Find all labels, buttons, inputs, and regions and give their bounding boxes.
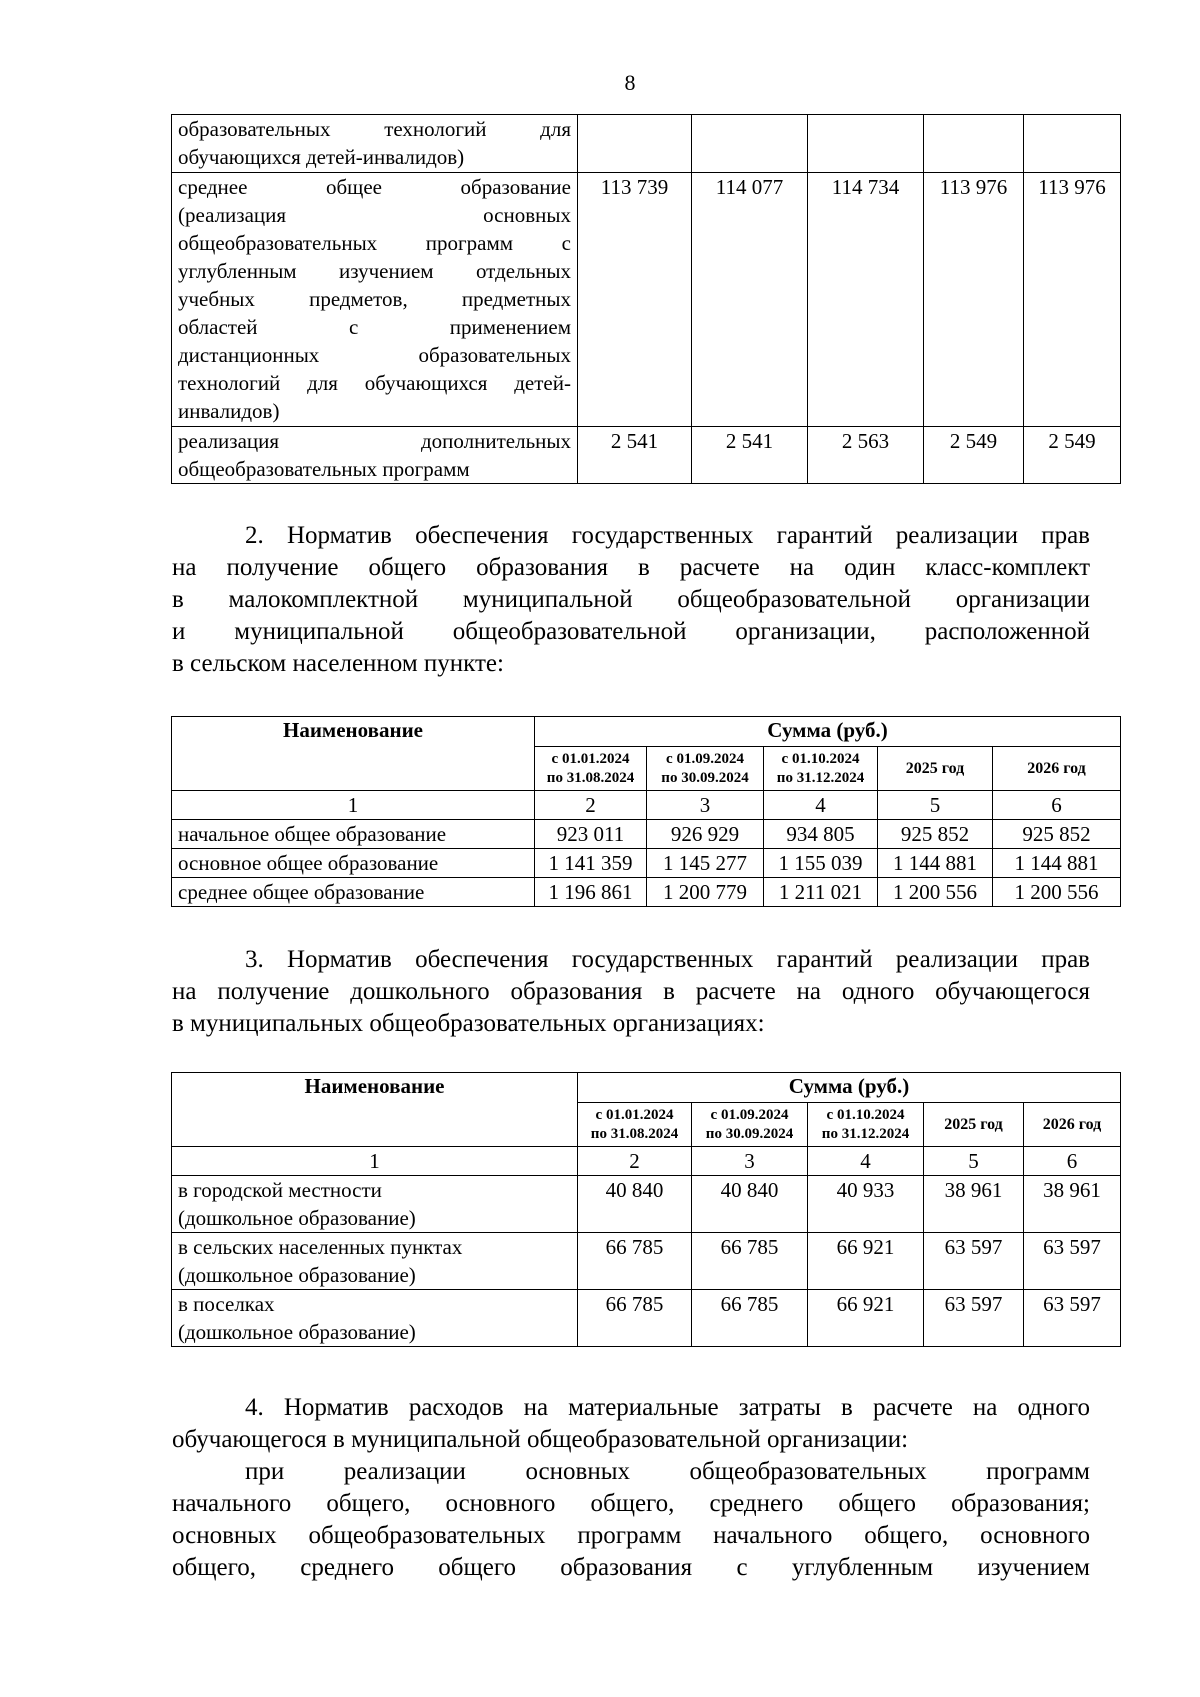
paragraph-4: 4. Норматив расходов на материальные затраты в расчете на одного обучающегося в муниципальной общеобразовательной организации: при реализации основных общеобразовательных программ начального общего, основного общего, среднего общего образования; основных общеобразовательных программ начального общего, основного общего, среднего общего образования с углубленным изучением — [172, 1394, 1090, 1581]
period-header: с 01.09.2024 по 30.09.2024 — [647, 747, 764, 791]
row-name-cell: среднее общее образование (реализация основных общеобразовательных программ с углубленным изучением отдельных учебных предметов, предметных областей с применением дистанционных образовательных технологий для обучающихся детей- инвалидов) — [172, 173, 578, 427]
table-header-row — [172, 1073, 1121, 1103]
table-preschool-norms — [171, 1072, 1121, 1347]
table-continuation — [171, 114, 1121, 484]
period-header: с 01.01.2024 по 31.08.2024 — [578, 1103, 692, 1147]
header-name: Наименование — [172, 717, 535, 791]
table-row: в поселках (дошкольное образование) 66 785 66 785 66 921 63 597 63 597 — [172, 1290, 1121, 1347]
header-sum: Сумма (руб.) — [578, 1073, 1121, 1103]
table-header-row — [172, 717, 1121, 747]
row-name-cell: реализация дополнительных общеобразовательных программ — [172, 427, 578, 484]
period-header: с 01.01.2024 по 31.08.2024 — [535, 747, 647, 791]
period-header: с 01.10.2024 по 31.12.2024 — [808, 1103, 924, 1147]
header-sum: Сумма (руб.) — [535, 717, 1121, 747]
period-header: 2025 год — [924, 1103, 1024, 1147]
paragraph-2: 2. Норматив обеспечения государственных гарантий реализации прав на получение общего образования в расчете на один класс-комплект в малокомплектной муниципальной общеобразовательной организации и муниципальной общеобразовательной организации, расположенной в сельском населенном пункте: — [172, 522, 1090, 677]
period-header: 2025 год — [878, 747, 993, 791]
period-header: 2026 год — [1024, 1103, 1121, 1147]
table-row: основное общее образование 1 141 359 1 145 277 1 155 039 1 144 881 1 144 881 — [172, 849, 1121, 878]
table-row: начальное общее образование 923 011 926 929 934 805 925 852 925 852 — [172, 820, 1121, 849]
header-name: Наименование — [172, 1073, 578, 1147]
period-header: с 01.09.2024 по 30.09.2024 — [692, 1103, 808, 1147]
table-row: среднее общее образование 1 196 861 1 200 779 1 211 021 1 200 556 1 200 556 — [172, 878, 1121, 907]
row-name-cell: образовательных технологий для обучающихся детей-инвалидов) — [172, 115, 578, 173]
table-row: в сельских населенных пунктах (дошкольное образование) 66 785 66 785 66 921 63 597 63 597 — [172, 1233, 1121, 1290]
table-row: среднее общее образование (реализация основных общеобразовательных программ с углубленным изучением отдельных учебных предметов, предметных областей с применением дистанционных образовательных технологий для обучающихся детей- инвалидов) 113 739 114 077 114 734 113 976 113 976 — [172, 173, 1121, 427]
page-number: 8 — [624, 70, 636, 95]
column-index-row: 1 2 3 4 5 6 — [172, 1147, 1121, 1176]
table-row: в городской местности (дошкольное образование) 40 840 40 840 40 933 38 961 38 961 — [172, 1176, 1121, 1233]
table-class-set-norms — [171, 716, 1121, 907]
column-index-row: 1 2 3 4 5 6 — [172, 791, 1121, 820]
period-header: с 01.10.2024 по 31.12.2024 — [764, 747, 878, 791]
table-row: реализация дополнительных общеобразовательных программ 2 541 2 541 2 563 2 549 2 549 — [172, 427, 1121, 484]
table-row — [172, 115, 1121, 173]
paragraph-3: 3. Норматив обеспечения государственных гарантий реализации прав на получение дошкольного образования в расчете на одного обучающегося в муниципальных общеобразовательных организациях: — [172, 946, 1090, 1037]
period-header: 2026 год — [993, 747, 1121, 791]
